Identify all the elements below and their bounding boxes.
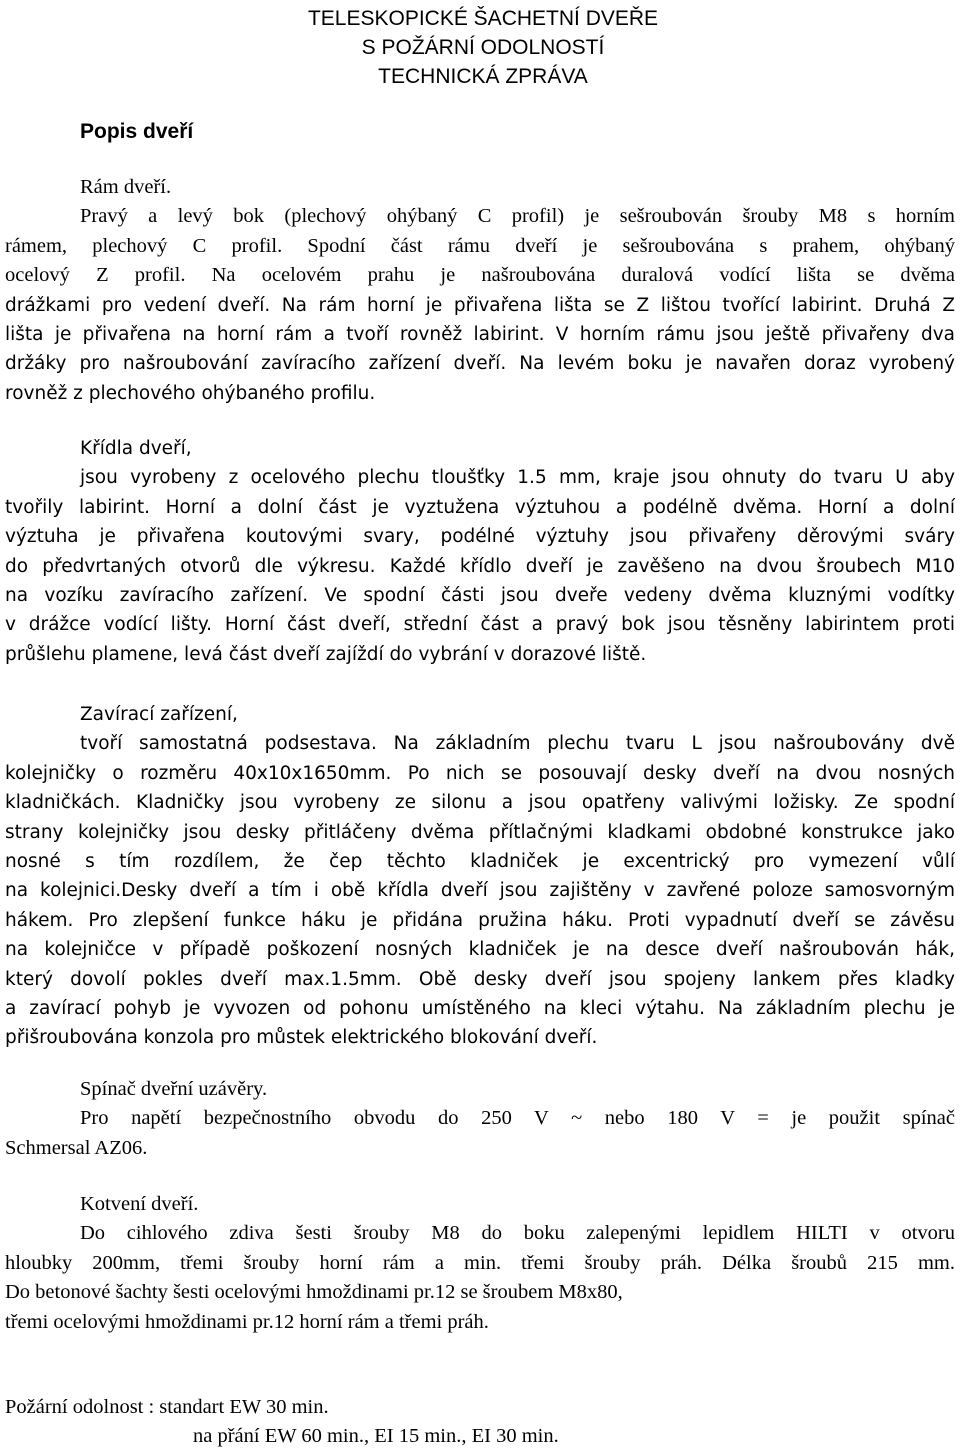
title-line-3: TECHNICKÁ ZPRÁVA [378, 65, 588, 88]
text-line: do předvrtaných otvorů dle výkresu. Každé křídlo dveří je zavěšeno na dvou šroubech M10 [5, 555, 955, 577]
text-line: výztuha je přivařena koutovými svary, podélné výztuhy jsou přivařeny děrovými sváry [5, 526, 955, 548]
text-line: hákem. Pro zlepšení funkce háku je přidána pružina háku. Proti vypadnutí dveří se závěsu [5, 909, 955, 931]
document-title [268, 4, 698, 91]
text-line: třemi ocelovými hmoždinami pr.12 horní rám a třemi práh. [5, 1310, 489, 1333]
text-line: kladničkách. Kladničky jsou vyrobeny ze silonu a jsou opatřeny valivými ložisky. Ze spodní [5, 792, 955, 814]
text-line: Pravý a levý bok (plechový ohýbaný C profil) je sešroubován šrouby M8 s horním [80, 205, 955, 228]
text-line: na kolejnici.Desky dveří a tím i obě křídla dveří jsou zajištěny v zavřené poloze samosvorným [5, 880, 955, 902]
section-zaviraci-zarizeni [5, 700, 955, 1053]
title-line-2: S POŽÁRNÍ ODOLNOSTÍ [361, 36, 605, 59]
text-line: rovněž z plechového ohýbaného profilu. [5, 382, 376, 404]
text-line: nosné s tím rozdílem, že čep těchto kladniček je excentrický pro vymezení vůlí [5, 851, 955, 873]
text-line: průšlehu plamene, levá část dveří zajíždí do vybrání v dorazové liště. [5, 643, 647, 665]
text-line: tvořily labirint. Horní a dolní část je vyztužena výztuhou a podélně dvěma. Horní a dolní [5, 496, 955, 518]
fire-resistance-line-2: na přání EW 60 min., EI 15 min., EI 30 min. [193, 1425, 559, 1447]
text-line: Do cihlového zdiva šesti šrouby M8 do boku zalepenými lepidlem HILTI v otvoru [80, 1222, 955, 1245]
subheading-zaviraci-zarizeni: Zavírací zařízení, [80, 704, 238, 725]
section-ram-dveri [5, 173, 955, 408]
text-line: na kolejničce v případě poškození nosných kladniček je na desce dveří našroubován hák, [5, 939, 955, 961]
text-line: drážkami pro vedení dveří. Na rám horní je přivařena lišta se Z lištou tvořící labirint. Druhá Z [5, 294, 955, 316]
text-line: hloubky 200mm, třemi šrouby horní rám a min. třemi šrouby práh. Délka šroubů 215 mm. [5, 1251, 955, 1274]
text-line: lišta je přivařena na horní rám a tvoří rovněž labirint. V horním rámu jsou ještě přivařeny dva [5, 324, 955, 346]
fire-resistance-line-1: Požární odolnost : standart EW 30 min. [5, 1396, 329, 1418]
text-line: a zavírací pohyb je vyvozen od pohonu umístěného na kleci výtahu. Na základním plechu je [5, 998, 955, 1020]
heading-popis-dveri: Popis dveří [80, 120, 194, 143]
subheading-kridla-dveri: Křídla dveří, [80, 438, 192, 459]
section-spinac [5, 1075, 955, 1163]
text-line: kolejničky o rozměru 40x10x1650mm. Po nich se posouvají desky dveří na dvou nosných [5, 762, 955, 784]
subheading-spinac: Spínač dveřní uzávěry. [80, 1078, 268, 1100]
text-line: strany kolejničky jsou desky přitláčeny dvěma přítlačnými kladkami obdobné konstrukce jako [5, 821, 955, 843]
text-line: který dovolí pokles dveří max.1.5mm. Obě desky dveří jsou spojeny lankem přes kladky [5, 968, 955, 990]
text-line: tvoří samostatná podsestava. Na základním plechu tvaru L jsou našroubovány dvě [80, 733, 955, 755]
text-line: Pro napětí bezpečnostního obvodu do 250 V ~ nebo 180 V = je použit spínač [80, 1107, 955, 1130]
text-line: ocelový Z profil. Na ocelovém prahu je našroubována duralová vodící lišta se dvěma [5, 264, 955, 287]
text-line: Schmersal AZ06. [5, 1136, 148, 1159]
text-line: jsou vyrobeny z ocelového plechu tloušťky 1.5 mm, kraje jsou ohnuty do tvaru U aby [80, 467, 955, 489]
text-line: v drážce vodící lišty. Horní část dveří, střední část a pravý bok jsou těsněny labirintem proti [5, 614, 955, 636]
text-line: držáky pro našroubování zavíracího zařízení dveří. Na levém boku je navařen doraz vyrobený [5, 353, 955, 375]
text-line: Do betonové šachty šesti ocelovými hmoždinami pr.12 se šroubem M8x80, [5, 1281, 623, 1304]
text-line: na vozíku zavíracího zařízení. Ve spodní části jsou dveře vedeny dvěma kluznými vodítky [5, 585, 955, 607]
section-kridla-dveri [5, 434, 955, 669]
text-line: rámem, plechový C profil. Spodní část rámu dveří je sešroubována s prahem, ohýbaný [5, 234, 955, 257]
subheading-ram-dveri: Rám dveří. [80, 176, 172, 198]
section-kotveni [5, 1190, 955, 1337]
title-line-1: TELESKOPICKÉ ŠACHETNÍ DVEŘE [307, 7, 659, 30]
text-line: přišroubována konzola pro můstek elektrického blokování dveří. [5, 1027, 598, 1049]
subheading-kotveni: Kotvení dveří. [80, 1193, 199, 1215]
